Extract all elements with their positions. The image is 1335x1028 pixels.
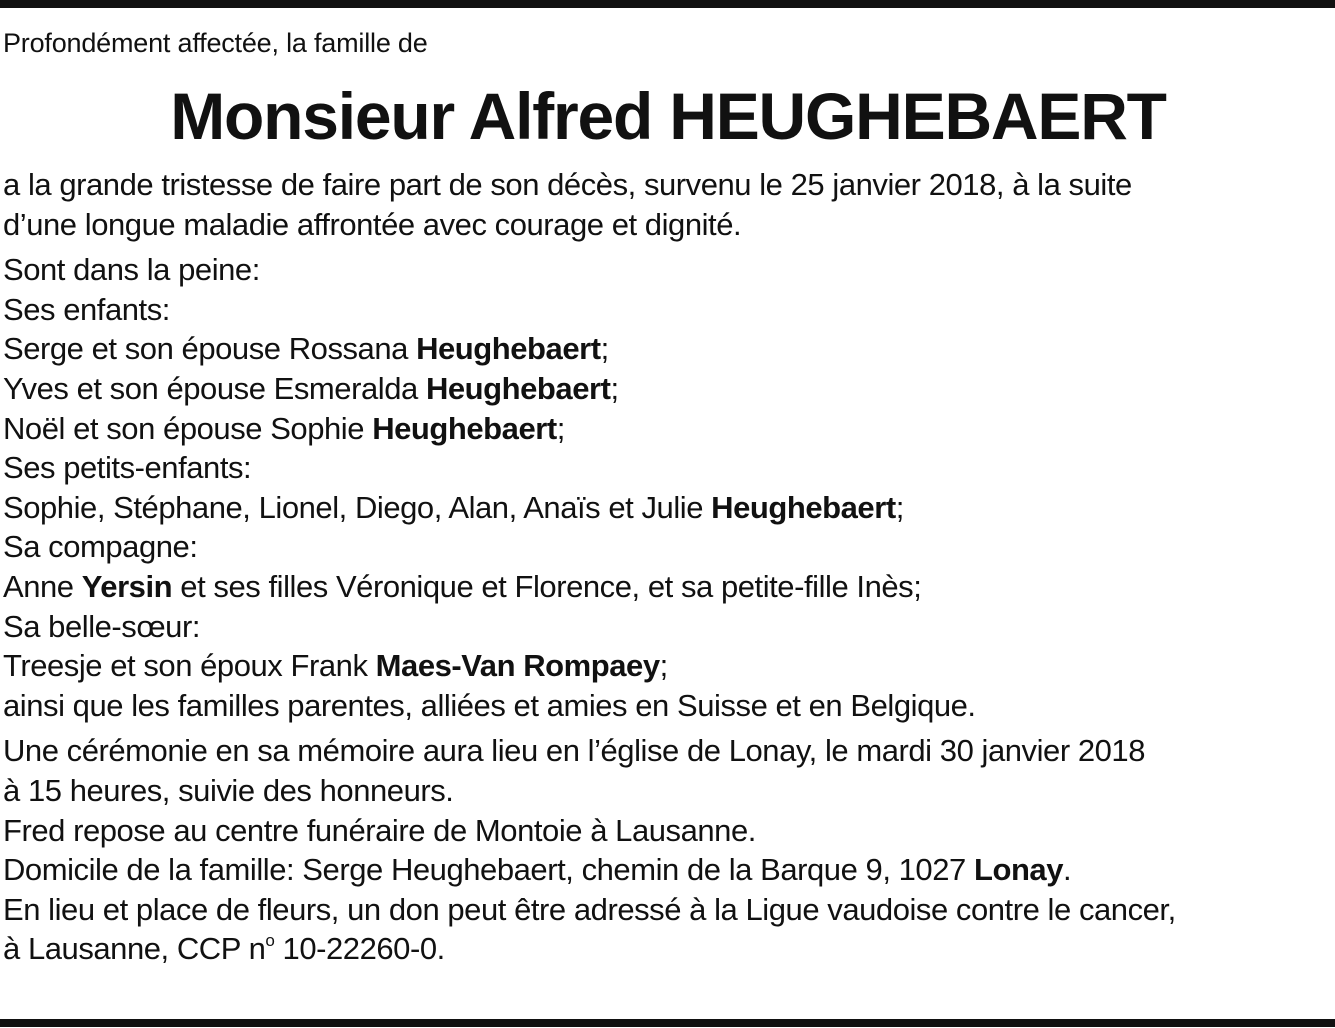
donation-place: à Lausanne, CCP n: [3, 931, 266, 967]
repose-line: Fred repose au centre funéraire de Montoie à Lausanne.: [3, 812, 756, 848]
ceremony-paragraph: [3, 731, 1333, 969]
bottom-rule: [0, 1019, 1335, 1027]
child-entry: [3, 369, 1333, 409]
announcement-paragraph: [3, 165, 1333, 244]
mourners-heading: Sont dans la peine:: [3, 252, 260, 288]
donation-line: En lieu et place de fleurs, un don peut être adressé à la Ligue vaudoise contre le cancer,: [3, 891, 1176, 927]
child-surname: Heughebaert: [425, 370, 611, 406]
donation-account-line: [3, 929, 1333, 969]
grandchildren-entry: [3, 488, 1333, 528]
obituary-notice: [3, 22, 1333, 969]
ceremony-line: à 15 heures, suivie des honneurs.: [3, 772, 454, 808]
ceremony-line: Une cérémonie en sa mémoire aura lieu en l’église de Lonay, le mardi 30 janvier 2018: [3, 733, 1146, 769]
announcement-line: a la grande tristesse de faire part de son décès, survenu le 25 janvier 2018, à la suite: [3, 167, 1132, 202]
child-entry: [3, 329, 1333, 369]
entry-punctuation: ;: [895, 489, 904, 525]
sister-in-law-names: Treesje et son époux Frank: [3, 648, 376, 684]
child-names: Noël et son épouse Sophie: [3, 410, 373, 446]
grandchildren-heading: Ses petits-enfants:: [3, 450, 252, 486]
announcement-line: d’une longue maladie affrontée avec courage et dignité.: [3, 206, 742, 242]
entry-punctuation: ;: [556, 410, 565, 446]
entry-punctuation: .: [1063, 852, 1072, 888]
deceased-name: Monsieur Alfred HEUGHEBAERT: [170, 79, 1166, 153]
child-names: Serge et son épouse Rossana: [3, 331, 417, 367]
sister-in-law-heading: Sa belle-sœur:: [3, 608, 200, 644]
mourners-paragraph: [3, 250, 1333, 725]
companion-family: et ses filles Véronique et Florence, et sa petite-fille Inès;: [172, 568, 922, 604]
companion-first-name: Anne: [3, 568, 82, 604]
sister-in-law-entry: [3, 646, 1333, 686]
companion-entry: [3, 567, 1333, 607]
entry-punctuation: ;: [610, 370, 619, 406]
child-entry: [3, 409, 1333, 449]
donation-account-number: 10-22260-0.: [274, 931, 445, 967]
top-rule: [0, 0, 1335, 8]
families-line: ainsi que les familles parentes, alliées et amies en Suisse et en Belgique.: [3, 687, 976, 723]
intro-text: Profondément affectée, la famille de: [3, 28, 428, 58]
children-heading: Ses enfants:: [3, 291, 170, 327]
grandchildren-names: Sophie, Stéphane, Lionel, Diego, Alan, Anaïs et Julie: [3, 489, 712, 525]
companion-surname: Yersin: [81, 568, 173, 604]
number-superscript: o: [265, 931, 275, 951]
child-surname: Heughebaert: [416, 331, 601, 367]
entry-punctuation: ;: [659, 648, 668, 684]
child-surname: Heughebaert: [372, 410, 557, 446]
entry-punctuation: ;: [600, 331, 609, 367]
domicile-line: [3, 850, 1333, 890]
grandchildren-surname: Heughebaert: [711, 489, 896, 525]
child-names: Yves et son épouse Esmeralda: [3, 370, 426, 406]
domicile-address: Domicile de la famille: Serge Heughebaert, chemin de la Barque 9, 1027: [3, 852, 974, 888]
sister-in-law-surname: Maes-Van Rompaey: [375, 648, 660, 684]
companion-heading: Sa compagne:: [3, 529, 198, 565]
domicile-town: Lonay: [973, 852, 1064, 888]
